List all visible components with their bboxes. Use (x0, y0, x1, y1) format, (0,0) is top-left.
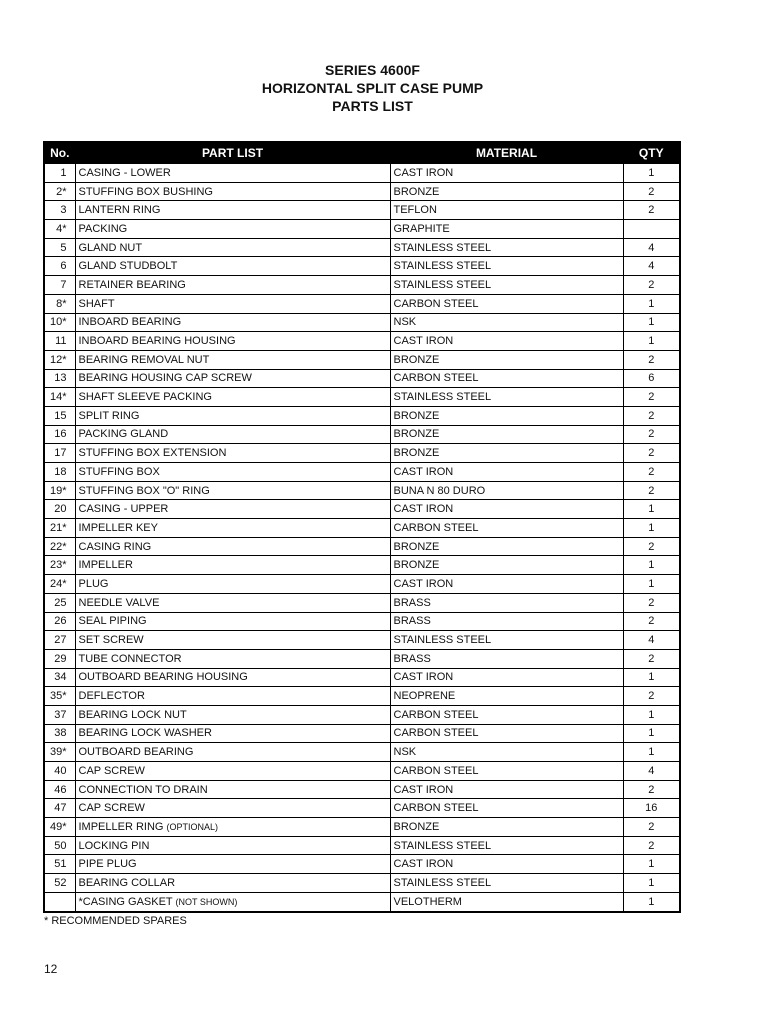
material: GRAPHITE (390, 220, 623, 239)
table-row (44, 687, 680, 706)
part-name: CAP SCREW (78, 764, 145, 777)
material: CAST IRON (390, 500, 623, 519)
material: CAST IRON (390, 463, 623, 482)
item-number: 46 (44, 780, 75, 799)
part-name: INBOARD BEARING HOUSING (78, 335, 236, 348)
quantity: 4 (623, 631, 680, 650)
material: STAINLESS STEEL (390, 257, 623, 276)
material: STAINLESS STEEL (390, 238, 623, 257)
quantity: 1 (623, 294, 680, 313)
material: CAST IRON (390, 668, 623, 687)
part-name: STUFFING BOX "O" RING (78, 484, 210, 497)
item-number: 16 (44, 425, 75, 444)
part-note: (NOT SHOWN) (175, 896, 238, 907)
item-number: 35* (44, 687, 75, 706)
item-number: 26 (44, 612, 75, 631)
column-header-material: MATERIAL (390, 142, 623, 164)
table-row (44, 481, 680, 500)
material: STAINLESS STEEL (390, 276, 623, 295)
material: BRONZE (390, 556, 623, 575)
part-name-cell (75, 649, 390, 668)
part-name-cell (75, 836, 390, 855)
part-name-cell (75, 743, 390, 762)
quantity: 2 (623, 201, 680, 220)
material: CARBON STEEL (390, 762, 623, 781)
material: TEFLON (390, 201, 623, 220)
table-row (44, 818, 680, 837)
part-name-cell (75, 257, 390, 276)
table-row (44, 874, 680, 893)
pump-title: HORIZONTAL SPLIT CASE PUMP (261, 80, 484, 96)
item-number: 4* (44, 220, 75, 239)
part-name: INBOARD BEARING (78, 316, 182, 329)
part-name-cell (75, 892, 390, 911)
table-row (44, 537, 680, 556)
part-name-cell (75, 164, 390, 183)
material: STAINLESS STEEL (390, 836, 623, 855)
part-name: PIPE PLUG (78, 858, 137, 871)
part-name-cell (75, 874, 390, 893)
item-number: 18 (44, 463, 75, 482)
table-row (44, 257, 680, 276)
item-number: 11 (44, 332, 75, 351)
part-name: SEAL PIPING (78, 615, 147, 628)
part-name-cell (75, 575, 390, 594)
part-name: CONNECTION TO DRAIN (78, 783, 208, 796)
part-name: PACKING GLAND (78, 428, 169, 441)
table-row (44, 463, 680, 482)
item-number: 49* (44, 818, 75, 837)
part-name-cell (75, 294, 390, 313)
part-name: CASING - LOWER (78, 166, 171, 179)
parts-table-body (44, 164, 680, 912)
quantity: 1 (623, 575, 680, 594)
table-row (44, 575, 680, 594)
material: STAINLESS STEEL (390, 388, 623, 407)
quantity: 16 (623, 799, 680, 818)
table-row (44, 500, 680, 519)
part-name-cell (75, 537, 390, 556)
part-name-cell (75, 463, 390, 482)
item-number: 8* (44, 294, 75, 313)
material: CARBON STEEL (390, 724, 623, 743)
part-name: CASING - UPPER (78, 503, 169, 516)
part-name-cell (75, 444, 390, 463)
material: BUNA N 80 DURO (390, 481, 623, 500)
material: BRASS (390, 593, 623, 612)
quantity: 2 (623, 425, 680, 444)
part-name-cell (75, 612, 390, 631)
material: BRONZE (390, 444, 623, 463)
item-number: 50 (44, 836, 75, 855)
part-name-cell (75, 406, 390, 425)
part-name-cell (75, 799, 390, 818)
table-row (44, 892, 680, 911)
part-name-cell (75, 182, 390, 201)
part-name-cell (75, 276, 390, 295)
table-row (44, 406, 680, 425)
quantity: 1 (623, 556, 680, 575)
part-name-cell (75, 593, 390, 612)
quantity: 1 (623, 332, 680, 351)
table-row (44, 238, 680, 257)
part-name-cell (75, 556, 390, 575)
part-name: IMPELLER (78, 559, 133, 572)
item-number: 52 (44, 874, 75, 893)
item-number: 27 (44, 631, 75, 650)
part-name-cell (75, 687, 390, 706)
part-name: CASING RING (78, 540, 152, 553)
part-name: STUFFING BOX (78, 465, 160, 478)
table-row (44, 780, 680, 799)
parts-list-title: PARTS LIST (332, 98, 413, 114)
quantity: 4 (623, 257, 680, 276)
part-name: SET SCREW (78, 634, 144, 647)
part-name: OUTBOARD BEARING HOUSING (78, 671, 248, 684)
part-name-cell (75, 313, 390, 332)
material: BRONZE (390, 406, 623, 425)
part-name: BEARING REMOVAL NUT (78, 353, 210, 366)
item-number: 37 (44, 705, 75, 724)
part-name-cell (75, 855, 390, 874)
item-number: 25 (44, 593, 75, 612)
table-row (44, 294, 680, 313)
item-number: 1 (44, 164, 75, 183)
item-number: 19* (44, 481, 75, 500)
part-name: OUTBOARD BEARING (78, 746, 194, 759)
quantity: 1 (623, 519, 680, 538)
table-row (44, 519, 680, 538)
item-number: 2* (44, 182, 75, 201)
table-row (44, 332, 680, 351)
item-number: 13 (44, 369, 75, 388)
item-number: 51 (44, 855, 75, 874)
part-name: STUFFING BOX EXTENSION (78, 447, 227, 460)
parts-table (43, 141, 681, 913)
item-number: 22* (44, 537, 75, 556)
material: NEOPRENE (390, 687, 623, 706)
table-row (44, 164, 680, 183)
material: BRONZE (390, 350, 623, 369)
part-name-cell (75, 425, 390, 444)
part-name-cell (75, 332, 390, 351)
part-name: BEARING LOCK NUT (78, 708, 187, 721)
material: CAST IRON (390, 575, 623, 594)
quantity: 1 (623, 855, 680, 874)
quantity: 2 (623, 463, 680, 482)
item-number: 34 (44, 668, 75, 687)
part-name-cell (75, 780, 390, 799)
item-number: 12* (44, 350, 75, 369)
item-number: 40 (44, 762, 75, 781)
material: CARBON STEEL (390, 705, 623, 724)
part-name: IMPELLER KEY (78, 521, 158, 534)
quantity: 2 (623, 593, 680, 612)
material: CAST IRON (390, 780, 623, 799)
material: STAINLESS STEEL (390, 874, 623, 893)
quantity: 1 (623, 164, 680, 183)
quantity: 2 (623, 836, 680, 855)
table-row (44, 313, 680, 332)
column-header-part: PART LIST (75, 142, 390, 164)
column-header-no: No. (44, 142, 75, 164)
quantity: 4 (623, 238, 680, 257)
part-name: BEARING HOUSING CAP SCREW (78, 372, 252, 385)
document-title-block (0, 61, 745, 115)
part-name-cell (75, 668, 390, 687)
item-number: 23* (44, 556, 75, 575)
quantity: 2 (623, 276, 680, 295)
item-number: 15 (44, 406, 75, 425)
part-name-cell (75, 238, 390, 257)
table-row (44, 705, 680, 724)
part-name: SHAFT (78, 297, 115, 310)
item-number: 20 (44, 500, 75, 519)
footnote-recommended-spares: * RECOMMENDED SPARES (44, 915, 187, 927)
table-row (44, 369, 680, 388)
quantity: 2 (623, 537, 680, 556)
material: CARBON STEEL (390, 369, 623, 388)
quantity: 4 (623, 762, 680, 781)
part-name: NEEDLE VALVE (78, 596, 160, 609)
material: CAST IRON (390, 855, 623, 874)
material: VELOTHERM (390, 892, 623, 911)
table-row (44, 743, 680, 762)
item-number: 29 (44, 649, 75, 668)
material: BRONZE (390, 182, 623, 201)
part-name-cell (75, 818, 390, 837)
item-number: 47 (44, 799, 75, 818)
table-row (44, 201, 680, 220)
series-title: SERIES 4600F (325, 62, 420, 78)
item-number: 17 (44, 444, 75, 463)
quantity: 1 (623, 500, 680, 519)
table-row (44, 724, 680, 743)
quantity: 2 (623, 780, 680, 799)
part-name: BEARING COLLAR (78, 876, 176, 889)
part-name: *CASING GASKET (78, 895, 173, 908)
item-number: 3 (44, 201, 75, 220)
quantity: 1 (623, 724, 680, 743)
item-number: 24* (44, 575, 75, 594)
part-name-cell (75, 369, 390, 388)
material: STAINLESS STEEL (390, 631, 623, 650)
material: BRONZE (390, 537, 623, 556)
material: CARBON STEEL (390, 294, 623, 313)
part-name-cell (75, 631, 390, 650)
material: CAST IRON (390, 332, 623, 351)
part-name: STUFFING BOX BUSHING (78, 185, 213, 198)
part-name-cell (75, 388, 390, 407)
part-name-cell (75, 500, 390, 519)
table-row (44, 388, 680, 407)
quantity: 2 (623, 406, 680, 425)
quantity: 2 (623, 818, 680, 837)
column-header-qty: QTY (623, 142, 680, 164)
item-number: 39* (44, 743, 75, 762)
table-row (44, 444, 680, 463)
table-row (44, 556, 680, 575)
item-number (44, 892, 75, 911)
part-name-cell (75, 350, 390, 369)
quantity: 1 (623, 705, 680, 724)
quantity (623, 220, 680, 239)
table-row (44, 855, 680, 874)
material: CARBON STEEL (390, 519, 623, 538)
table-row (44, 593, 680, 612)
table-row (44, 836, 680, 855)
part-name: DEFLECTOR (78, 690, 145, 703)
material: BRASS (390, 649, 623, 668)
quantity: 1 (623, 874, 680, 893)
item-number: 5 (44, 238, 75, 257)
table-row (44, 425, 680, 444)
part-note: (OPTIONAL) (166, 821, 219, 832)
part-name-cell (75, 762, 390, 781)
table-row (44, 649, 680, 668)
part-name: LOCKING PIN (78, 839, 150, 852)
quantity: 2 (623, 481, 680, 500)
item-number: 6 (44, 257, 75, 276)
material: NSK (390, 313, 623, 332)
quantity: 1 (623, 743, 680, 762)
quantity: 2 (623, 444, 680, 463)
table-row (44, 631, 680, 650)
item-number: 7 (44, 276, 75, 295)
material: BRASS (390, 612, 623, 631)
table-header-row (44, 142, 680, 164)
table-row (44, 762, 680, 781)
part-name: PLUG (78, 577, 109, 590)
quantity: 2 (623, 388, 680, 407)
part-name: LANTERN RING (78, 204, 161, 217)
part-name: RETAINER BEARING (78, 278, 186, 291)
page-number: 12 (44, 962, 58, 976)
part-name: BEARING LOCK WASHER (78, 727, 212, 740)
material: CAST IRON (390, 164, 623, 183)
part-name-cell (75, 481, 390, 500)
material: BRONZE (390, 425, 623, 444)
part-name: CAP SCREW (78, 802, 145, 815)
quantity: 2 (623, 649, 680, 668)
part-name: PACKING (78, 222, 128, 235)
quantity: 1 (623, 892, 680, 911)
part-name-cell (75, 519, 390, 538)
item-number: 14* (44, 388, 75, 407)
table-row (44, 276, 680, 295)
part-name: TUBE CONNECTOR (78, 652, 182, 665)
item-number: 21* (44, 519, 75, 538)
part-name-cell (75, 705, 390, 724)
part-name: GLAND STUDBOLT (78, 260, 178, 273)
part-name-cell (75, 724, 390, 743)
item-number: 38 (44, 724, 75, 743)
part-name: SPLIT RING (78, 409, 140, 422)
part-name: SHAFT SLEEVE PACKING (78, 391, 212, 404)
part-name-cell (75, 220, 390, 239)
quantity: 6 (623, 369, 680, 388)
table-row (44, 612, 680, 631)
table-row (44, 182, 680, 201)
quantity: 2 (623, 350, 680, 369)
material: NSK (390, 743, 623, 762)
quantity: 2 (623, 612, 680, 631)
quantity: 1 (623, 313, 680, 332)
part-name: IMPELLER RING (78, 820, 164, 833)
table-row (44, 350, 680, 369)
table-row (44, 799, 680, 818)
material: CARBON STEEL (390, 799, 623, 818)
table-row (44, 668, 680, 687)
item-number: 10* (44, 313, 75, 332)
quantity: 2 (623, 687, 680, 706)
quantity: 1 (623, 668, 680, 687)
part-name-cell (75, 201, 390, 220)
material: BRONZE (390, 818, 623, 837)
part-name: GLAND NUT (78, 241, 143, 254)
table-row (44, 220, 680, 239)
quantity: 2 (623, 182, 680, 201)
